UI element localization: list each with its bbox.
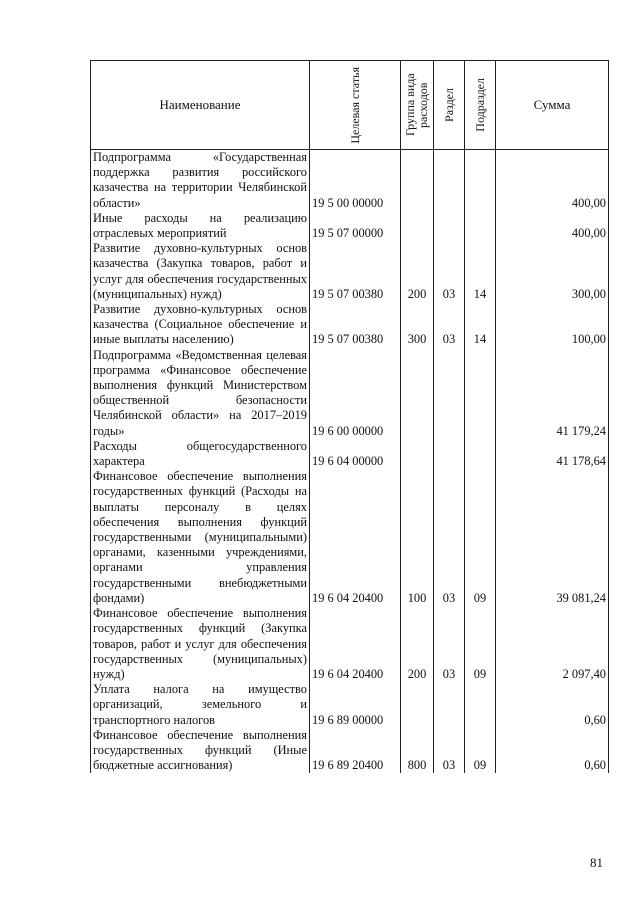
table-row	[91, 728, 609, 774]
table-row	[91, 606, 609, 682]
row-expense-group	[401, 150, 434, 211]
row-sum: 0,60	[496, 682, 609, 728]
header-name: Наименование	[91, 61, 310, 150]
row-name: Подпрограмма «Ведомственная целевая программа «Финансовое обеспечение выполнения функций Министерством общественной безопасности Челябинской области» на 2017–2019 годы»	[91, 348, 310, 439]
row-target-article: 19 6 89 00000	[310, 682, 401, 728]
row-section	[434, 150, 465, 211]
row-expense-group: 100	[401, 469, 434, 606]
row-subsection: 09	[465, 469, 496, 606]
row-sum: 41 178,64	[496, 439, 609, 469]
row-subsection: 14	[465, 241, 496, 302]
header-expense-group-label: Группа вида расходов	[403, 73, 430, 137]
row-expense-group	[401, 682, 434, 728]
table-header-row	[91, 61, 609, 150]
table-row	[91, 348, 609, 439]
row-name: Расходы общегосударственного характера	[91, 439, 310, 469]
header-sum: Сумма	[496, 61, 609, 150]
row-section	[434, 211, 465, 241]
row-section	[434, 682, 465, 728]
budget-table	[90, 60, 609, 773]
row-subsection	[465, 211, 496, 241]
row-sum: 41 179,24	[496, 348, 609, 439]
row-section: 03	[434, 302, 465, 348]
row-section: 03	[434, 728, 465, 774]
row-name: Финансовое обеспечение выполнения государственных функций (Иные бюджетные ассигнования)	[91, 728, 310, 774]
row-subsection	[465, 682, 496, 728]
row-expense-group: 800	[401, 728, 434, 774]
row-expense-group: 200	[401, 241, 434, 302]
header-expense-group	[401, 61, 434, 150]
row-subsection	[465, 150, 496, 211]
row-subsection: 14	[465, 302, 496, 348]
row-sum: 39 081,24	[496, 469, 609, 606]
row-expense-group	[401, 211, 434, 241]
header-target-article-label: Целевая статья	[347, 66, 362, 144]
table-row	[91, 469, 609, 606]
header-subsection-label: Подраздел	[472, 78, 487, 132]
row-sum: 300,00	[496, 241, 609, 302]
table-row	[91, 241, 609, 302]
page-number: 81	[590, 855, 603, 870]
row-target-article: 19 5 07 00000	[310, 211, 401, 241]
row-name: Иные расходы на реализацию отраслевых мероприятий	[91, 211, 310, 241]
row-sum: 0,60	[496, 728, 609, 774]
row-subsection: 09	[465, 728, 496, 774]
row-name: Подпрограмма «Государственная поддержка развития российского казачества на территории Челябинской области»	[91, 150, 310, 211]
row-target-article: 19 6 04 00000	[310, 439, 401, 469]
row-subsection	[465, 348, 496, 439]
row-sum: 2 097,40	[496, 606, 609, 682]
row-section: 03	[434, 469, 465, 606]
header-target-article	[310, 61, 401, 150]
row-expense-group	[401, 348, 434, 439]
row-name: Финансовое обеспечение выполнения государственных функций (Закупка товаров, работ и услуг для обеспечения государственных (муниципальных) нужд)	[91, 606, 310, 682]
table-row	[91, 211, 609, 241]
header-section-label: Раздел	[441, 88, 456, 122]
row-sum: 400,00	[496, 211, 609, 241]
row-target-article: 19 6 04 20400	[310, 469, 401, 606]
row-section	[434, 348, 465, 439]
row-target-article: 19 6 00 00000	[310, 348, 401, 439]
table-row	[91, 150, 609, 211]
header-subsection	[465, 61, 496, 150]
row-section	[434, 439, 465, 469]
row-subsection	[465, 439, 496, 469]
row-target-article: 19 5 07 00380	[310, 302, 401, 348]
row-name: Развитие духовно-культурных основ казачества (Закупка товаров, работ и услуг для обеспечения государственных (муниципальных) нужд)	[91, 241, 310, 302]
header-section	[434, 61, 465, 150]
row-sum: 100,00	[496, 302, 609, 348]
row-target-article: 19 5 07 00380	[310, 241, 401, 302]
table-row	[91, 682, 609, 728]
row-name: Финансовое обеспечение выполнения государственных функций (Расходы на выплаты персоналу в целях обеспечения выполнения функций государственными (муниципальными) органами, казенными учреждениями, органами управления государственными внебюджетными фондами)	[91, 469, 310, 606]
row-target-article: 19 5 00 00000	[310, 150, 401, 211]
row-target-article: 19 6 89 20400	[310, 728, 401, 774]
row-expense-group	[401, 439, 434, 469]
row-target-article: 19 6 04 20400	[310, 606, 401, 682]
row-section: 03	[434, 241, 465, 302]
row-sum: 400,00	[496, 150, 609, 211]
table-row	[91, 439, 609, 469]
row-expense-group: 200	[401, 606, 434, 682]
row-name: Уплата налога на имущество организаций, земельного и транспортного налогов	[91, 682, 310, 728]
table-row	[91, 302, 609, 348]
row-expense-group: 300	[401, 302, 434, 348]
row-name: Развитие духовно-культурных основ казачества (Социальное обеспечение и иные выплаты населению)	[91, 302, 310, 348]
row-subsection: 09	[465, 606, 496, 682]
row-section: 03	[434, 606, 465, 682]
